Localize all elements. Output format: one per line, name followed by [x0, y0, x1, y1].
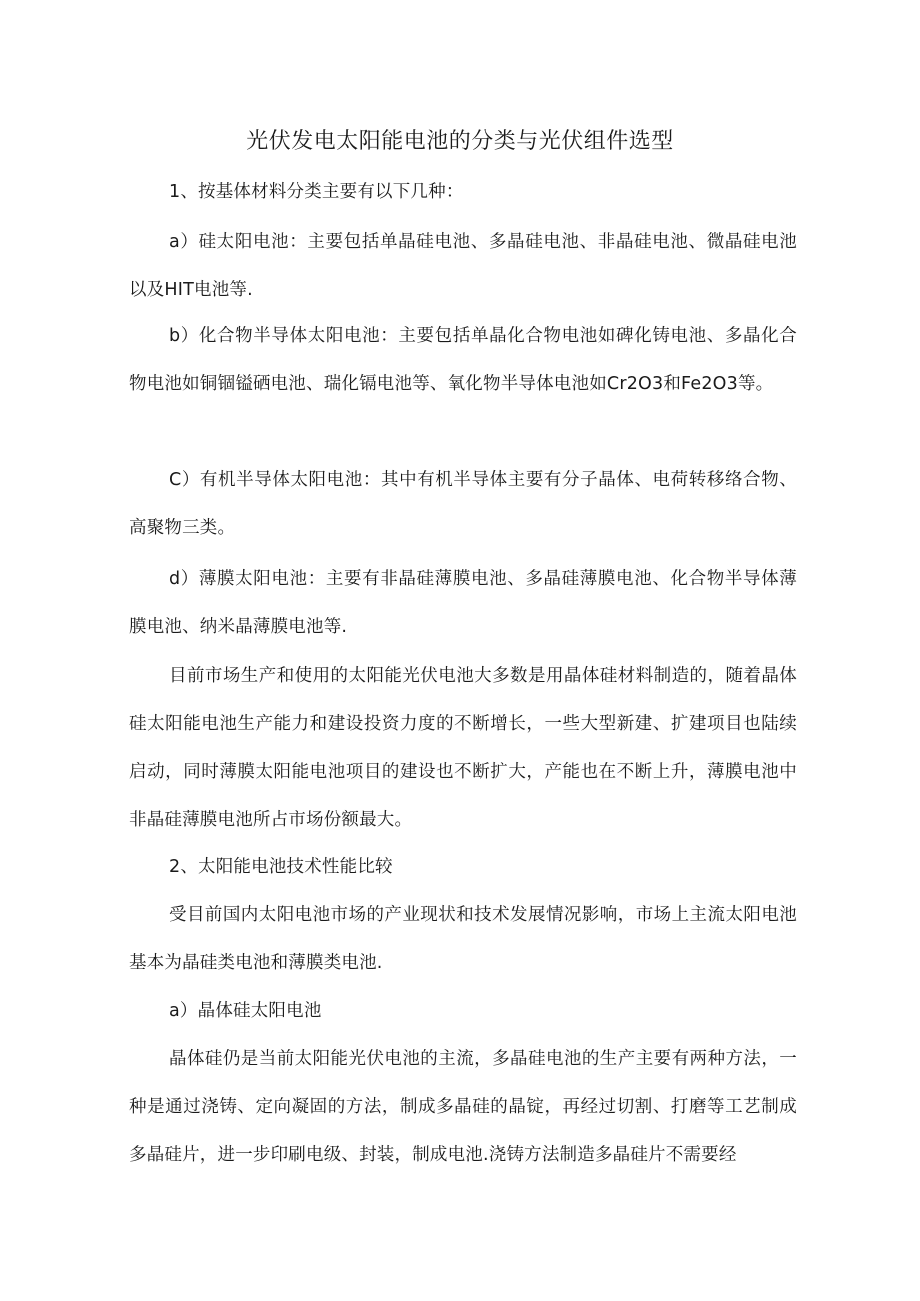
paragraph-8: 受目前国内太阳电池市场的产业现状和技术发展情况影响，市场上主流太阳电池基本为晶硅类电池和薄膜类电池. — [129, 905, 797, 973]
paragraph-10: 晶体硅仍是当前太阳能光伏电池的主流，多晶硅电池的生产主要有两种方法，一种是通过浇铸、定向凝固的方法，制成多晶硅的晶锭，再经过切割、打磨等工艺制成多晶硅片，进一步印刷电级、封装，制成电池.浇铸方法制造多晶硅片不需要经 — [129, 1049, 797, 1165]
paragraph-6: 目前市场生产和使用的太阳能光伏电池大多数是用晶体硅材料制造的，随着晶体硅太阳能电池生产能力和建设投资力度的不断增长，一些大型新建、扩建项目也陆续启动，同时薄膜太阳能电池项目的建设也不断扩大，产能也在不断上升，薄膜电池中非晶硅薄膜电池所占市场份额最大。 — [129, 666, 797, 830]
paragraph-5: d）薄膜太阳电池：主要有非晶硅薄膜电池、多晶硅薄膜电池、化合物半导体薄膜电池、纳米晶薄膜电池等. — [129, 569, 797, 637]
paragraph-7: 2、太阳能电池技术性能比较 — [169, 857, 393, 877]
paragraph-1: 1、按基体材料分类主要有以下几种： — [169, 182, 464, 202]
paragraph-9: a）晶体硅太阳电池 — [169, 1001, 322, 1021]
paragraph-4: C）有机半导体太阳电池：其中有机半导体主要有分子晶体、电荷转移络合物、高聚物三类。 — [129, 470, 797, 538]
paragraph-3: b）化合物半导体太阳电池：主要包括单晶化合物电池如碑化铸电池、多晶化合物电池如铜锢镒硒电池、瑞化镉电池等、氧化物半导体电池如Cr2O3和Fe2O3等。 — [129, 326, 797, 394]
paragraph-2: a）硅太阳电池：主要包括单晶硅电池、多晶硅电池、非晶硅电池、微晶硅电池以及HIT电池等. — [129, 232, 797, 300]
document-title: 光伏发电太阳能电池的分类与光伏组件选型 — [246, 129, 674, 154]
